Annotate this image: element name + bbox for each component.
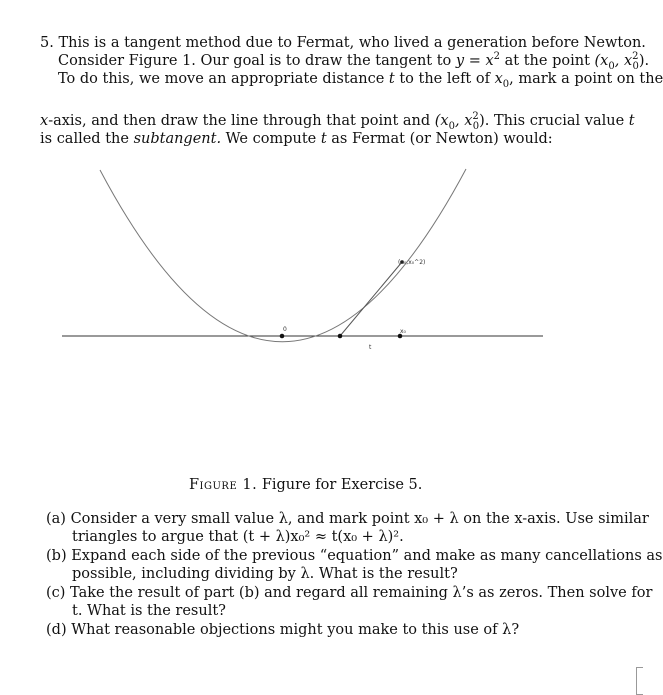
part-a-line-2: triangles to argue that (t + λ)x₀² ≈ t(x₀ + λ)². [72, 529, 404, 545]
var-x: x [40, 113, 49, 129]
part-text: What reasonable objections might you make to this use of λ? [71, 622, 520, 638]
sub: 0 [448, 120, 455, 132]
exp: 2 [493, 51, 501, 63]
sub: 0 [632, 60, 639, 72]
part-text: Consider a very small value λ, and mark point x₀ + λ on the x-axis. Use similar [70, 511, 649, 527]
text-span: is called the [40, 131, 134, 147]
x0-label: x₀ [400, 328, 406, 335]
caption-text: Figure for Exercise 5. [261, 477, 423, 493]
text-span: ). [638, 53, 650, 69]
text-span: -axis, and then draw the line through that point and [48, 113, 435, 129]
sub: 0 [608, 60, 615, 72]
part-b-line-2: possible, including dividing by λ. What is the result? [72, 566, 458, 582]
var-t: t [388, 71, 395, 87]
part-text: Take the result of part (b) and regard all remaining λ’s as zeros. Then solve for [70, 585, 653, 601]
figure-caption [189, 476, 422, 494]
text-span: To do this, we move an appropriate distance [58, 71, 389, 87]
text-span: ). This crucial value [479, 113, 629, 129]
text-span: at the point [500, 53, 595, 69]
text-span: We compute [221, 131, 321, 147]
sub: 0 [472, 120, 480, 132]
exp: 2 [472, 111, 479, 123]
text-span: , mark a point on the [509, 71, 663, 87]
point-math: (x [594, 53, 609, 69]
t-label: t [369, 344, 372, 351]
sub: 0 [502, 78, 510, 90]
var-x: x [494, 71, 503, 87]
point-math: (x [434, 113, 449, 129]
crop-mark [636, 667, 643, 695]
point-math: , x [614, 53, 633, 69]
text-span: Consider Figure 1. Our goal is to draw the tangent to [58, 53, 456, 69]
part-tag: (a) [46, 511, 66, 527]
exercise-text: This is a tangent method due to Fermat, who lived a generation before Newton. [58, 35, 646, 51]
part-tag: (b) [46, 548, 67, 564]
emphasis-subtangent: subtangent. [133, 131, 222, 147]
var-t: t [628, 113, 635, 129]
part-tag: (d) [46, 622, 67, 638]
part-a-line-1 [46, 510, 649, 528]
part-c-line-1 [46, 584, 652, 602]
subtangent-point [338, 334, 343, 339]
part-text: Expand each side of the previous “equation” and make as many cancellations as [71, 548, 663, 564]
tangent-line [340, 262, 402, 336]
equation: y = x [455, 53, 494, 69]
text-span: as Fermat (or Newton) would: [326, 131, 553, 147]
point-math: , x [454, 113, 473, 129]
caption-prefix: Figure 1. [189, 477, 258, 493]
origin-label: 0 [283, 326, 287, 333]
part-c-line-2: t. What is the result? [72, 603, 226, 619]
text-span: to the left of [394, 71, 495, 87]
parabola-curve [100, 169, 466, 342]
exercise-number: 5. [40, 35, 54, 51]
var-t: t [320, 131, 327, 147]
origin-point [280, 334, 285, 339]
part-d-line-1 [46, 621, 519, 639]
part-b-line-1 [46, 547, 662, 565]
part-tag: (c) [46, 585, 66, 601]
exp: 2 [632, 51, 639, 63]
point-label: (x₀,x₀^2) [398, 259, 426, 266]
